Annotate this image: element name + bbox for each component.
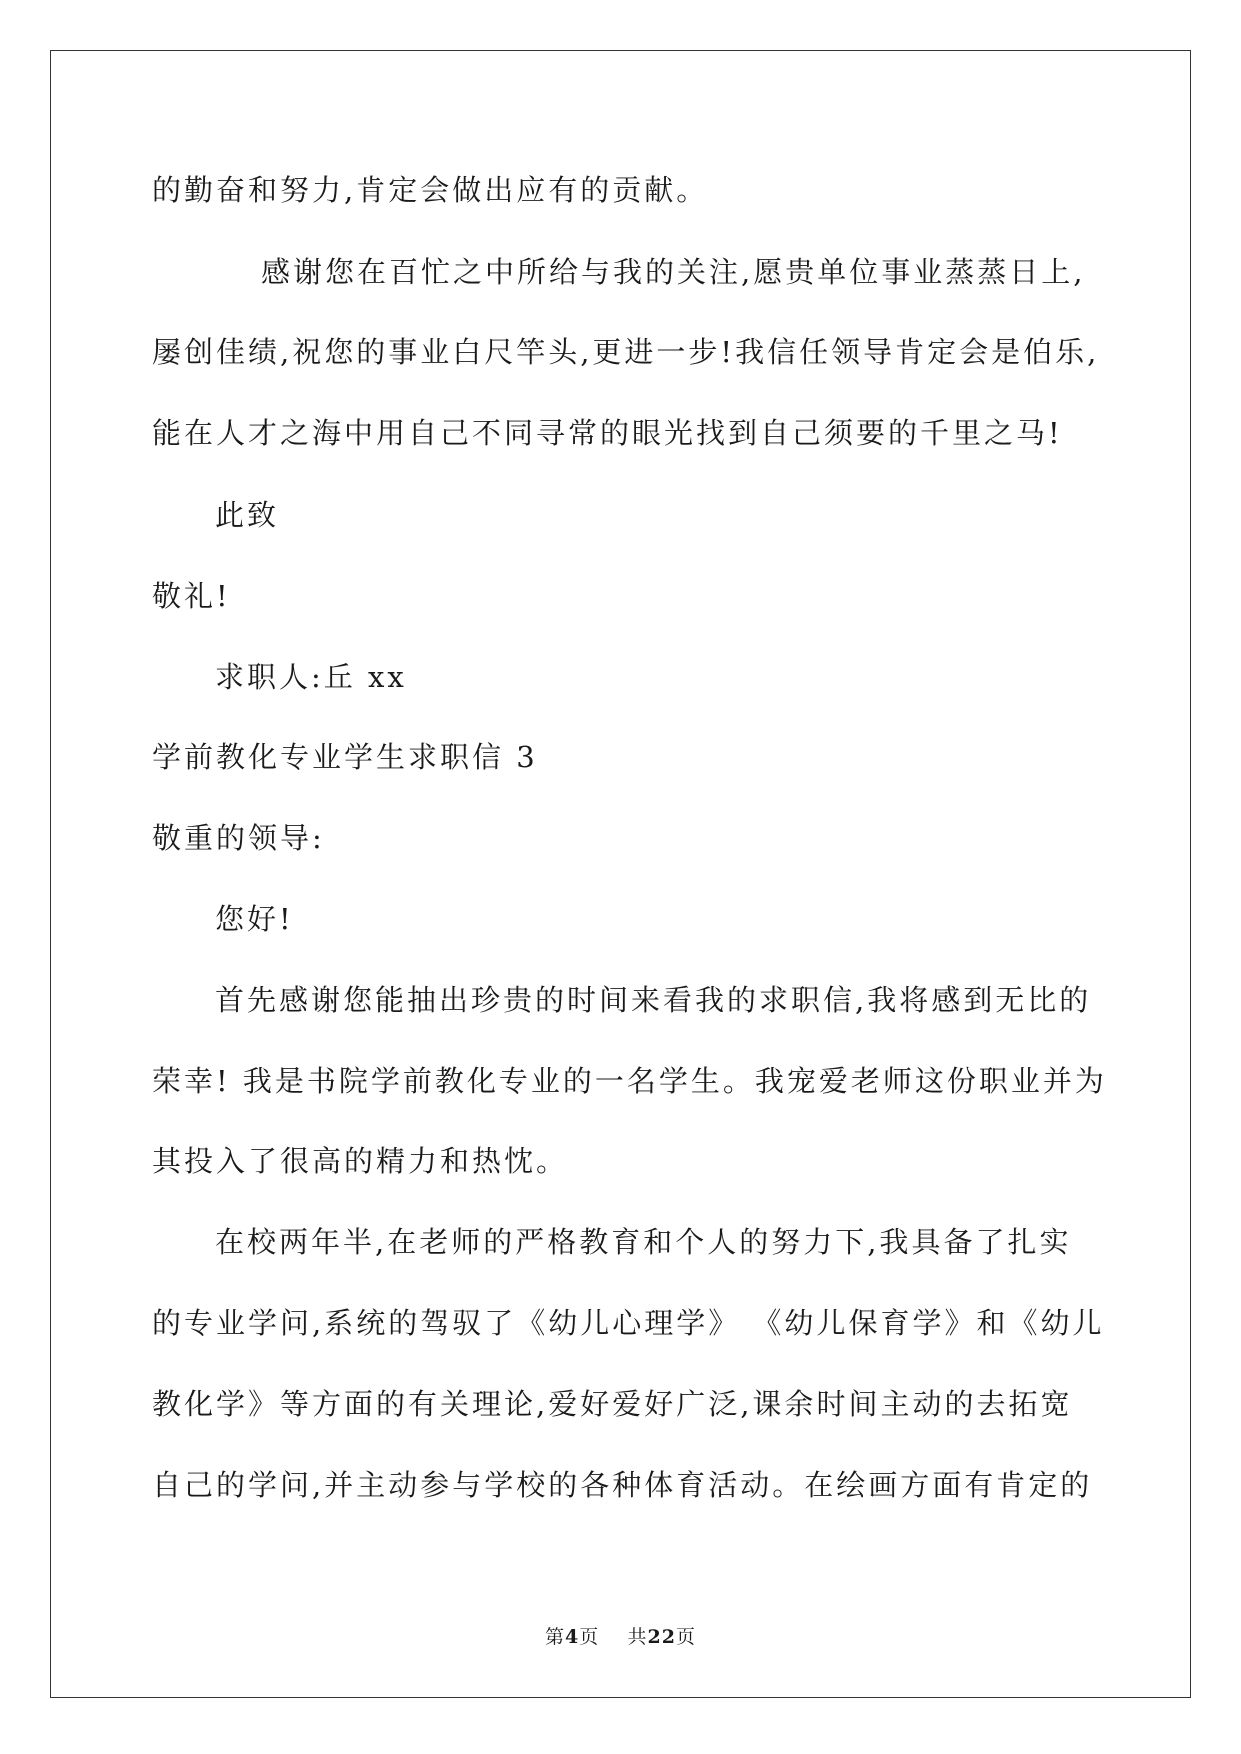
- text-line: 的专业学问,系统的驾驭了《幼儿心理学》 《幼儿保育学》和《幼儿: [152, 1306, 1105, 1340]
- text-line: 屡创佳绩,祝您的事业白尺竿头,更进一步!我信任领导肯定会是伯乐,: [152, 335, 1100, 369]
- footer-total-prefix: 共: [627, 1626, 648, 1648]
- total-pages: 22: [647, 1626, 676, 1648]
- text-line: 的勤奋和努力,肯定会做出应有的贡献。: [152, 173, 709, 207]
- text-line: 敬礼!: [152, 579, 231, 613]
- text-line: 荣幸! 我是书院学前教化专业的一名学生。我宠爱老师这份职业并为: [152, 1064, 1107, 1098]
- footer-page-suffix: 页: [579, 1626, 600, 1648]
- text-line: 首先感谢您能抽出珍贵的时间来看我的求职信,我将感到无比的: [215, 983, 1092, 1017]
- text-line: 其投入了很高的精力和热忱。: [152, 1144, 569, 1178]
- text-line: 求职人:丘 xx: [215, 660, 407, 694]
- text-line: 此致: [215, 498, 280, 532]
- section-heading: 学前教化专业学生求职信 3: [152, 740, 538, 774]
- footer-total-suffix: 页: [675, 1626, 696, 1648]
- page-number: 4: [565, 1626, 580, 1648]
- footer-prefix: 第: [545, 1626, 566, 1648]
- text-line: 能在人才之海中用自己不同寻常的眼光找到自己须要的千里之马!: [152, 416, 1063, 450]
- text-line: 在校两年半,在老师的严格教育和个人的努力下,我具备了扎实: [215, 1225, 1072, 1259]
- text-line: 自己的学问,并主动参与学校的各种体育活动。在绘画方面有肯定的: [152, 1468, 1093, 1502]
- salutation: 敬重的领导:: [152, 821, 325, 855]
- page-footer: [0, 1625, 1241, 1649]
- text-line: 感谢您在百忙之中所给与我的关注,愿贵单位事业蒸蒸日上,: [261, 255, 1086, 289]
- greeting: 您好!: [215, 902, 294, 936]
- text-line: 教化学》等方面的有关理论,爱好爱好广泛,课余时间主动的去拓宽: [152, 1387, 1073, 1421]
